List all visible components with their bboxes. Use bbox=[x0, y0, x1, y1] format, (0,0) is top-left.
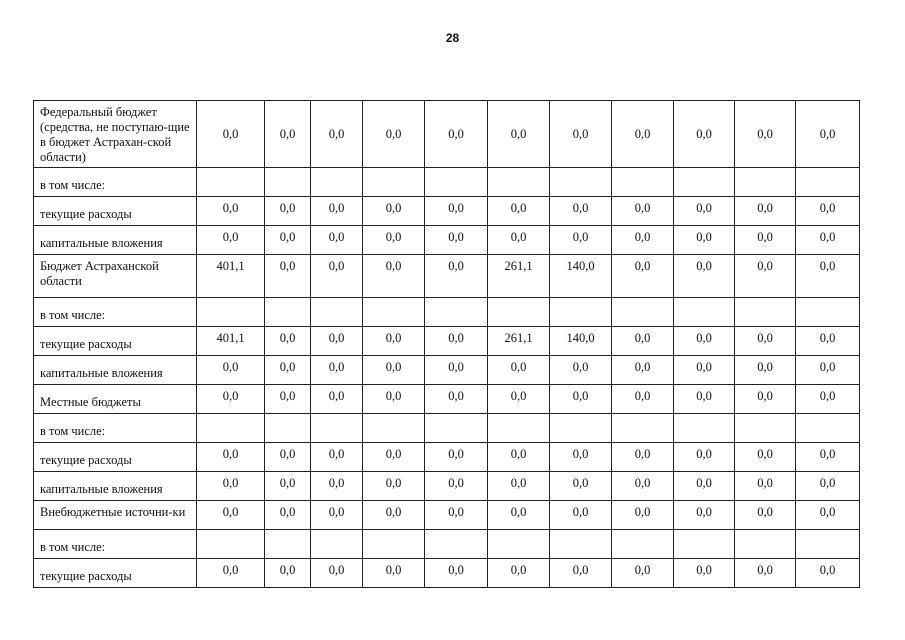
value-cell: 0,0 bbox=[311, 501, 363, 530]
value-cell: 0,0 bbox=[612, 255, 674, 298]
value-cell bbox=[488, 414, 550, 443]
table-row bbox=[34, 226, 860, 255]
value-cell bbox=[363, 530, 425, 559]
value-cell bbox=[363, 168, 425, 197]
value-cell: 0,0 bbox=[612, 226, 674, 255]
value-cell: 0,0 bbox=[550, 356, 612, 385]
value-cell: 0,0 bbox=[265, 385, 311, 414]
value-cell: 261,1 bbox=[488, 327, 550, 356]
value-cell: 0,0 bbox=[265, 443, 311, 472]
row-label: Бюджет Астраханской области bbox=[34, 255, 197, 298]
value-cell: 0,0 bbox=[425, 472, 488, 501]
value-cell bbox=[612, 168, 674, 197]
value-cell bbox=[425, 414, 488, 443]
value-cell: 0,0 bbox=[735, 255, 796, 298]
value-cell bbox=[488, 168, 550, 197]
value-cell: 0,0 bbox=[674, 101, 735, 168]
value-cell: 0,0 bbox=[197, 385, 265, 414]
page-number: 28 bbox=[445, 31, 460, 45]
table-row bbox=[34, 472, 860, 501]
value-cell bbox=[265, 530, 311, 559]
value-cell: 0,0 bbox=[311, 443, 363, 472]
value-cell bbox=[197, 168, 265, 197]
value-cell bbox=[796, 530, 860, 559]
value-cell: 0,0 bbox=[425, 226, 488, 255]
table-row bbox=[34, 443, 860, 472]
value-cell: 0,0 bbox=[612, 327, 674, 356]
value-cell: 140,0 bbox=[550, 327, 612, 356]
value-cell bbox=[612, 414, 674, 443]
value-cell: 0,0 bbox=[796, 559, 860, 588]
value-cell: 0,0 bbox=[311, 559, 363, 588]
value-cell: 0,0 bbox=[735, 356, 796, 385]
table-row bbox=[34, 530, 860, 559]
value-cell: 0,0 bbox=[425, 501, 488, 530]
value-cell: 0,0 bbox=[735, 226, 796, 255]
row-label: Местные бюджеты bbox=[34, 385, 197, 414]
value-cell: 0,0 bbox=[488, 501, 550, 530]
value-cell: 0,0 bbox=[311, 226, 363, 255]
value-cell bbox=[311, 414, 363, 443]
value-cell: 261,1 bbox=[488, 255, 550, 298]
value-cell: 0,0 bbox=[735, 197, 796, 226]
value-cell: 0,0 bbox=[425, 443, 488, 472]
value-cell: 0,0 bbox=[674, 197, 735, 226]
value-cell: 0,0 bbox=[197, 197, 265, 226]
value-cell: 0,0 bbox=[612, 472, 674, 501]
value-cell bbox=[735, 530, 796, 559]
value-cell: 401,1 bbox=[197, 255, 265, 298]
value-cell: 0,0 bbox=[425, 197, 488, 226]
table-row bbox=[34, 197, 860, 226]
value-cell: 0,0 bbox=[796, 101, 860, 168]
value-cell: 0,0 bbox=[550, 226, 612, 255]
value-cell: 0,0 bbox=[425, 559, 488, 588]
value-cell: 0,0 bbox=[488, 385, 550, 414]
table-row bbox=[34, 298, 860, 327]
value-cell bbox=[311, 298, 363, 327]
value-cell: 0,0 bbox=[425, 385, 488, 414]
value-cell: 0,0 bbox=[363, 255, 425, 298]
table-row bbox=[34, 168, 860, 197]
value-cell bbox=[311, 168, 363, 197]
value-cell: 0,0 bbox=[425, 327, 488, 356]
value-cell: 0,0 bbox=[674, 327, 735, 356]
value-cell bbox=[197, 414, 265, 443]
value-cell bbox=[612, 530, 674, 559]
value-cell: 0,0 bbox=[550, 101, 612, 168]
value-cell: 0,0 bbox=[265, 472, 311, 501]
value-cell bbox=[674, 168, 735, 197]
row-label: в том числе: bbox=[34, 530, 197, 559]
value-cell: 0,0 bbox=[550, 559, 612, 588]
row-label: капитальные вложения bbox=[34, 226, 197, 255]
row-label: капитальные вложения bbox=[34, 472, 197, 501]
value-cell: 0,0 bbox=[735, 559, 796, 588]
table-row bbox=[34, 501, 860, 530]
value-cell: 0,0 bbox=[265, 197, 311, 226]
table-row bbox=[34, 327, 860, 356]
value-cell bbox=[550, 168, 612, 197]
value-cell: 0,0 bbox=[612, 443, 674, 472]
value-cell: 0,0 bbox=[363, 101, 425, 168]
value-cell: 0,0 bbox=[363, 226, 425, 255]
value-cell: 0,0 bbox=[735, 101, 796, 168]
value-cell bbox=[197, 530, 265, 559]
value-cell: 0,0 bbox=[550, 443, 612, 472]
table-row bbox=[34, 414, 860, 443]
value-cell: 0,0 bbox=[488, 559, 550, 588]
value-cell: 0,0 bbox=[550, 385, 612, 414]
row-label: текущие расходы bbox=[34, 327, 197, 356]
value-cell: 0,0 bbox=[674, 356, 735, 385]
value-cell: 0,0 bbox=[674, 385, 735, 414]
value-cell: 0,0 bbox=[674, 501, 735, 530]
value-cell bbox=[796, 414, 860, 443]
value-cell: 0,0 bbox=[363, 327, 425, 356]
value-cell: 0,0 bbox=[363, 385, 425, 414]
value-cell: 0,0 bbox=[363, 559, 425, 588]
value-cell: 0,0 bbox=[265, 101, 311, 168]
value-cell: 401,1 bbox=[197, 327, 265, 356]
value-cell: 0,0 bbox=[197, 501, 265, 530]
value-cell bbox=[425, 530, 488, 559]
value-cell bbox=[265, 168, 311, 197]
value-cell: 0,0 bbox=[265, 356, 311, 385]
table-row bbox=[34, 559, 860, 588]
value-cell: 0,0 bbox=[796, 255, 860, 298]
value-cell: 0,0 bbox=[488, 101, 550, 168]
table-row bbox=[34, 255, 860, 298]
value-cell: 0,0 bbox=[425, 255, 488, 298]
row-label: в том числе: bbox=[34, 298, 197, 327]
value-cell bbox=[612, 298, 674, 327]
value-cell: 0,0 bbox=[796, 356, 860, 385]
budget-table bbox=[33, 100, 860, 588]
value-cell bbox=[425, 168, 488, 197]
value-cell: 0,0 bbox=[311, 327, 363, 356]
value-cell bbox=[550, 298, 612, 327]
value-cell: 0,0 bbox=[197, 559, 265, 588]
value-cell: 0,0 bbox=[674, 226, 735, 255]
value-cell: 140,0 bbox=[550, 255, 612, 298]
value-cell: 0,0 bbox=[363, 501, 425, 530]
value-cell: 0,0 bbox=[488, 226, 550, 255]
value-cell: 0,0 bbox=[488, 356, 550, 385]
value-cell: 0,0 bbox=[612, 385, 674, 414]
value-cell: 0,0 bbox=[311, 472, 363, 501]
value-cell: 0,0 bbox=[612, 559, 674, 588]
value-cell: 0,0 bbox=[197, 226, 265, 255]
value-cell: 0,0 bbox=[363, 197, 425, 226]
value-cell: 0,0 bbox=[674, 443, 735, 472]
budget-table-body bbox=[34, 101, 860, 588]
value-cell bbox=[550, 414, 612, 443]
value-cell bbox=[265, 298, 311, 327]
value-cell: 0,0 bbox=[425, 356, 488, 385]
value-cell bbox=[735, 168, 796, 197]
value-cell: 0,0 bbox=[796, 226, 860, 255]
value-cell bbox=[735, 298, 796, 327]
value-cell: 0,0 bbox=[735, 501, 796, 530]
row-label: в том числе: bbox=[34, 168, 197, 197]
value-cell: 0,0 bbox=[265, 255, 311, 298]
value-cell: 0,0 bbox=[311, 356, 363, 385]
value-cell: 0,0 bbox=[612, 356, 674, 385]
value-cell: 0,0 bbox=[612, 197, 674, 226]
value-cell bbox=[488, 530, 550, 559]
table-row bbox=[34, 356, 860, 385]
value-cell bbox=[197, 298, 265, 327]
value-cell bbox=[674, 530, 735, 559]
value-cell: 0,0 bbox=[674, 255, 735, 298]
value-cell: 0,0 bbox=[311, 101, 363, 168]
value-cell bbox=[363, 414, 425, 443]
value-cell: 0,0 bbox=[197, 443, 265, 472]
row-label: Федеральный бюджет (средства, не поступаю-щие в бюджет Астрахан-ской области) bbox=[34, 101, 197, 168]
value-cell: 0,0 bbox=[550, 501, 612, 530]
row-label: Внебюджетные источни-ки bbox=[34, 501, 197, 530]
value-cell bbox=[425, 298, 488, 327]
value-cell bbox=[488, 298, 550, 327]
table-row bbox=[34, 385, 860, 414]
row-label: текущие расходы bbox=[34, 197, 197, 226]
value-cell: 0,0 bbox=[796, 501, 860, 530]
value-cell bbox=[550, 530, 612, 559]
value-cell: 0,0 bbox=[550, 197, 612, 226]
value-cell bbox=[311, 530, 363, 559]
value-cell: 0,0 bbox=[197, 472, 265, 501]
value-cell: 0,0 bbox=[425, 101, 488, 168]
value-cell bbox=[735, 414, 796, 443]
value-cell: 0,0 bbox=[197, 101, 265, 168]
value-cell: 0,0 bbox=[265, 559, 311, 588]
value-cell: 0,0 bbox=[674, 472, 735, 501]
value-cell: 0,0 bbox=[265, 501, 311, 530]
value-cell bbox=[674, 414, 735, 443]
value-cell: 0,0 bbox=[796, 327, 860, 356]
value-cell bbox=[796, 298, 860, 327]
value-cell: 0,0 bbox=[311, 255, 363, 298]
value-cell: 0,0 bbox=[550, 472, 612, 501]
value-cell: 0,0 bbox=[488, 472, 550, 501]
value-cell: 0,0 bbox=[612, 101, 674, 168]
table-row bbox=[34, 101, 860, 168]
value-cell: 0,0 bbox=[796, 472, 860, 501]
value-cell: 0,0 bbox=[488, 197, 550, 226]
value-cell bbox=[363, 298, 425, 327]
value-cell: 0,0 bbox=[197, 356, 265, 385]
value-cell: 0,0 bbox=[363, 443, 425, 472]
value-cell: 0,0 bbox=[735, 327, 796, 356]
value-cell: 0,0 bbox=[674, 559, 735, 588]
value-cell: 0,0 bbox=[311, 197, 363, 226]
value-cell: 0,0 bbox=[612, 501, 674, 530]
value-cell: 0,0 bbox=[265, 327, 311, 356]
value-cell: 0,0 bbox=[265, 226, 311, 255]
value-cell: 0,0 bbox=[363, 472, 425, 501]
value-cell: 0,0 bbox=[796, 385, 860, 414]
row-label: в том числе: bbox=[34, 414, 197, 443]
value-cell: 0,0 bbox=[488, 443, 550, 472]
row-label: текущие расходы bbox=[34, 559, 197, 588]
row-label: текущие расходы bbox=[34, 443, 197, 472]
value-cell: 0,0 bbox=[735, 472, 796, 501]
row-label: капитальные вложения bbox=[34, 356, 197, 385]
value-cell: 0,0 bbox=[363, 356, 425, 385]
value-cell bbox=[674, 298, 735, 327]
value-cell: 0,0 bbox=[796, 197, 860, 226]
value-cell: 0,0 bbox=[796, 443, 860, 472]
value-cell bbox=[796, 168, 860, 197]
value-cell: 0,0 bbox=[735, 385, 796, 414]
value-cell bbox=[265, 414, 311, 443]
value-cell: 0,0 bbox=[735, 443, 796, 472]
value-cell: 0,0 bbox=[311, 385, 363, 414]
